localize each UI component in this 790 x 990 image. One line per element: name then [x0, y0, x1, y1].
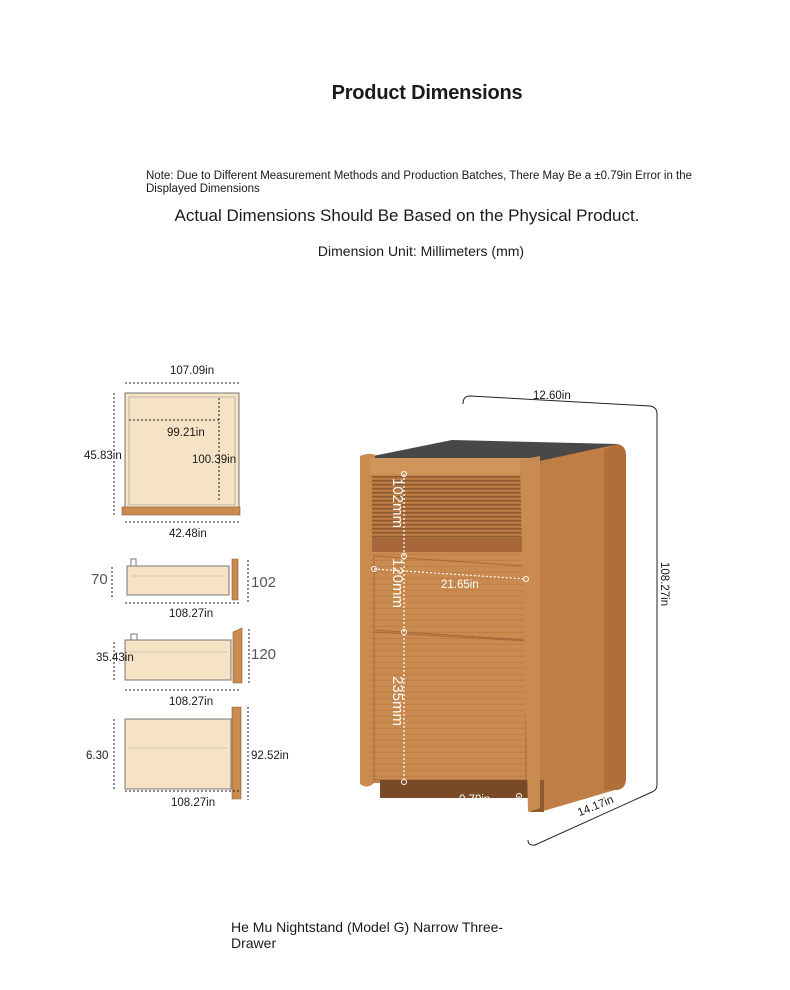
- base-gap-label: 0.79in: [459, 794, 491, 806]
- base-width-label: 42.48in: [169, 528, 207, 540]
- drawer-1-height-label: 102mm: [389, 478, 406, 529]
- drawer-3-left-height: 6.30: [86, 750, 109, 762]
- top-width-label: 107.09in: [170, 365, 215, 377]
- drawer-1-length: 108.27in: [169, 608, 214, 620]
- page-title: Product Dimensions: [331, 82, 523, 104]
- drawer-2-length: 108.27in: [169, 696, 214, 708]
- drawer-1-left-height: 70: [91, 571, 108, 588]
- drawer-1-diagram: [112, 559, 248, 603]
- product-name: He Mu Nightstand (Model G) Narrow Three-Drawer: [231, 919, 504, 951]
- product-height-label: 108.27in: [658, 562, 670, 607]
- drawer-inner-width-label: 21.65in: [441, 579, 479, 591]
- inner-depth-label: 100.39in: [192, 454, 237, 466]
- measurement-note: Note: Due to Different Measurement Methods and Production Batches, There May Be a ±0.79in Error in the Displayed Dimensions: [146, 170, 693, 195]
- product-depth-label: 12.60in: [533, 390, 571, 402]
- drawer-2-height-label: 120mm: [389, 558, 406, 609]
- drawer-2-right-height: 120: [251, 646, 277, 663]
- drawer-3-right-height: 92.52in: [251, 750, 289, 762]
- drawer-2-diagram: [114, 628, 249, 690]
- drawer-3-diagram: [114, 707, 248, 800]
- product-width-label: 14.17in: [576, 793, 616, 820]
- dimension-unit: Dimension Unit: Millimeters (mm): [317, 243, 525, 259]
- top-view-diagram: [114, 383, 240, 522]
- drawer-3-length: 108.27in: [171, 797, 216, 809]
- top-depth-label: 45.83in: [84, 450, 122, 462]
- drawer-3-height-label: 235mm: [389, 676, 406, 727]
- drawer-1-right-height: 102: [251, 574, 277, 591]
- nightstand-illustration: [360, 396, 657, 845]
- actual-dimensions-note: Actual Dimensions Should Be Based on the Physical Product.: [174, 206, 640, 225]
- drawer-2-left-height: 35.43in: [96, 652, 134, 664]
- inner-width-label: 99.21in: [167, 427, 205, 439]
